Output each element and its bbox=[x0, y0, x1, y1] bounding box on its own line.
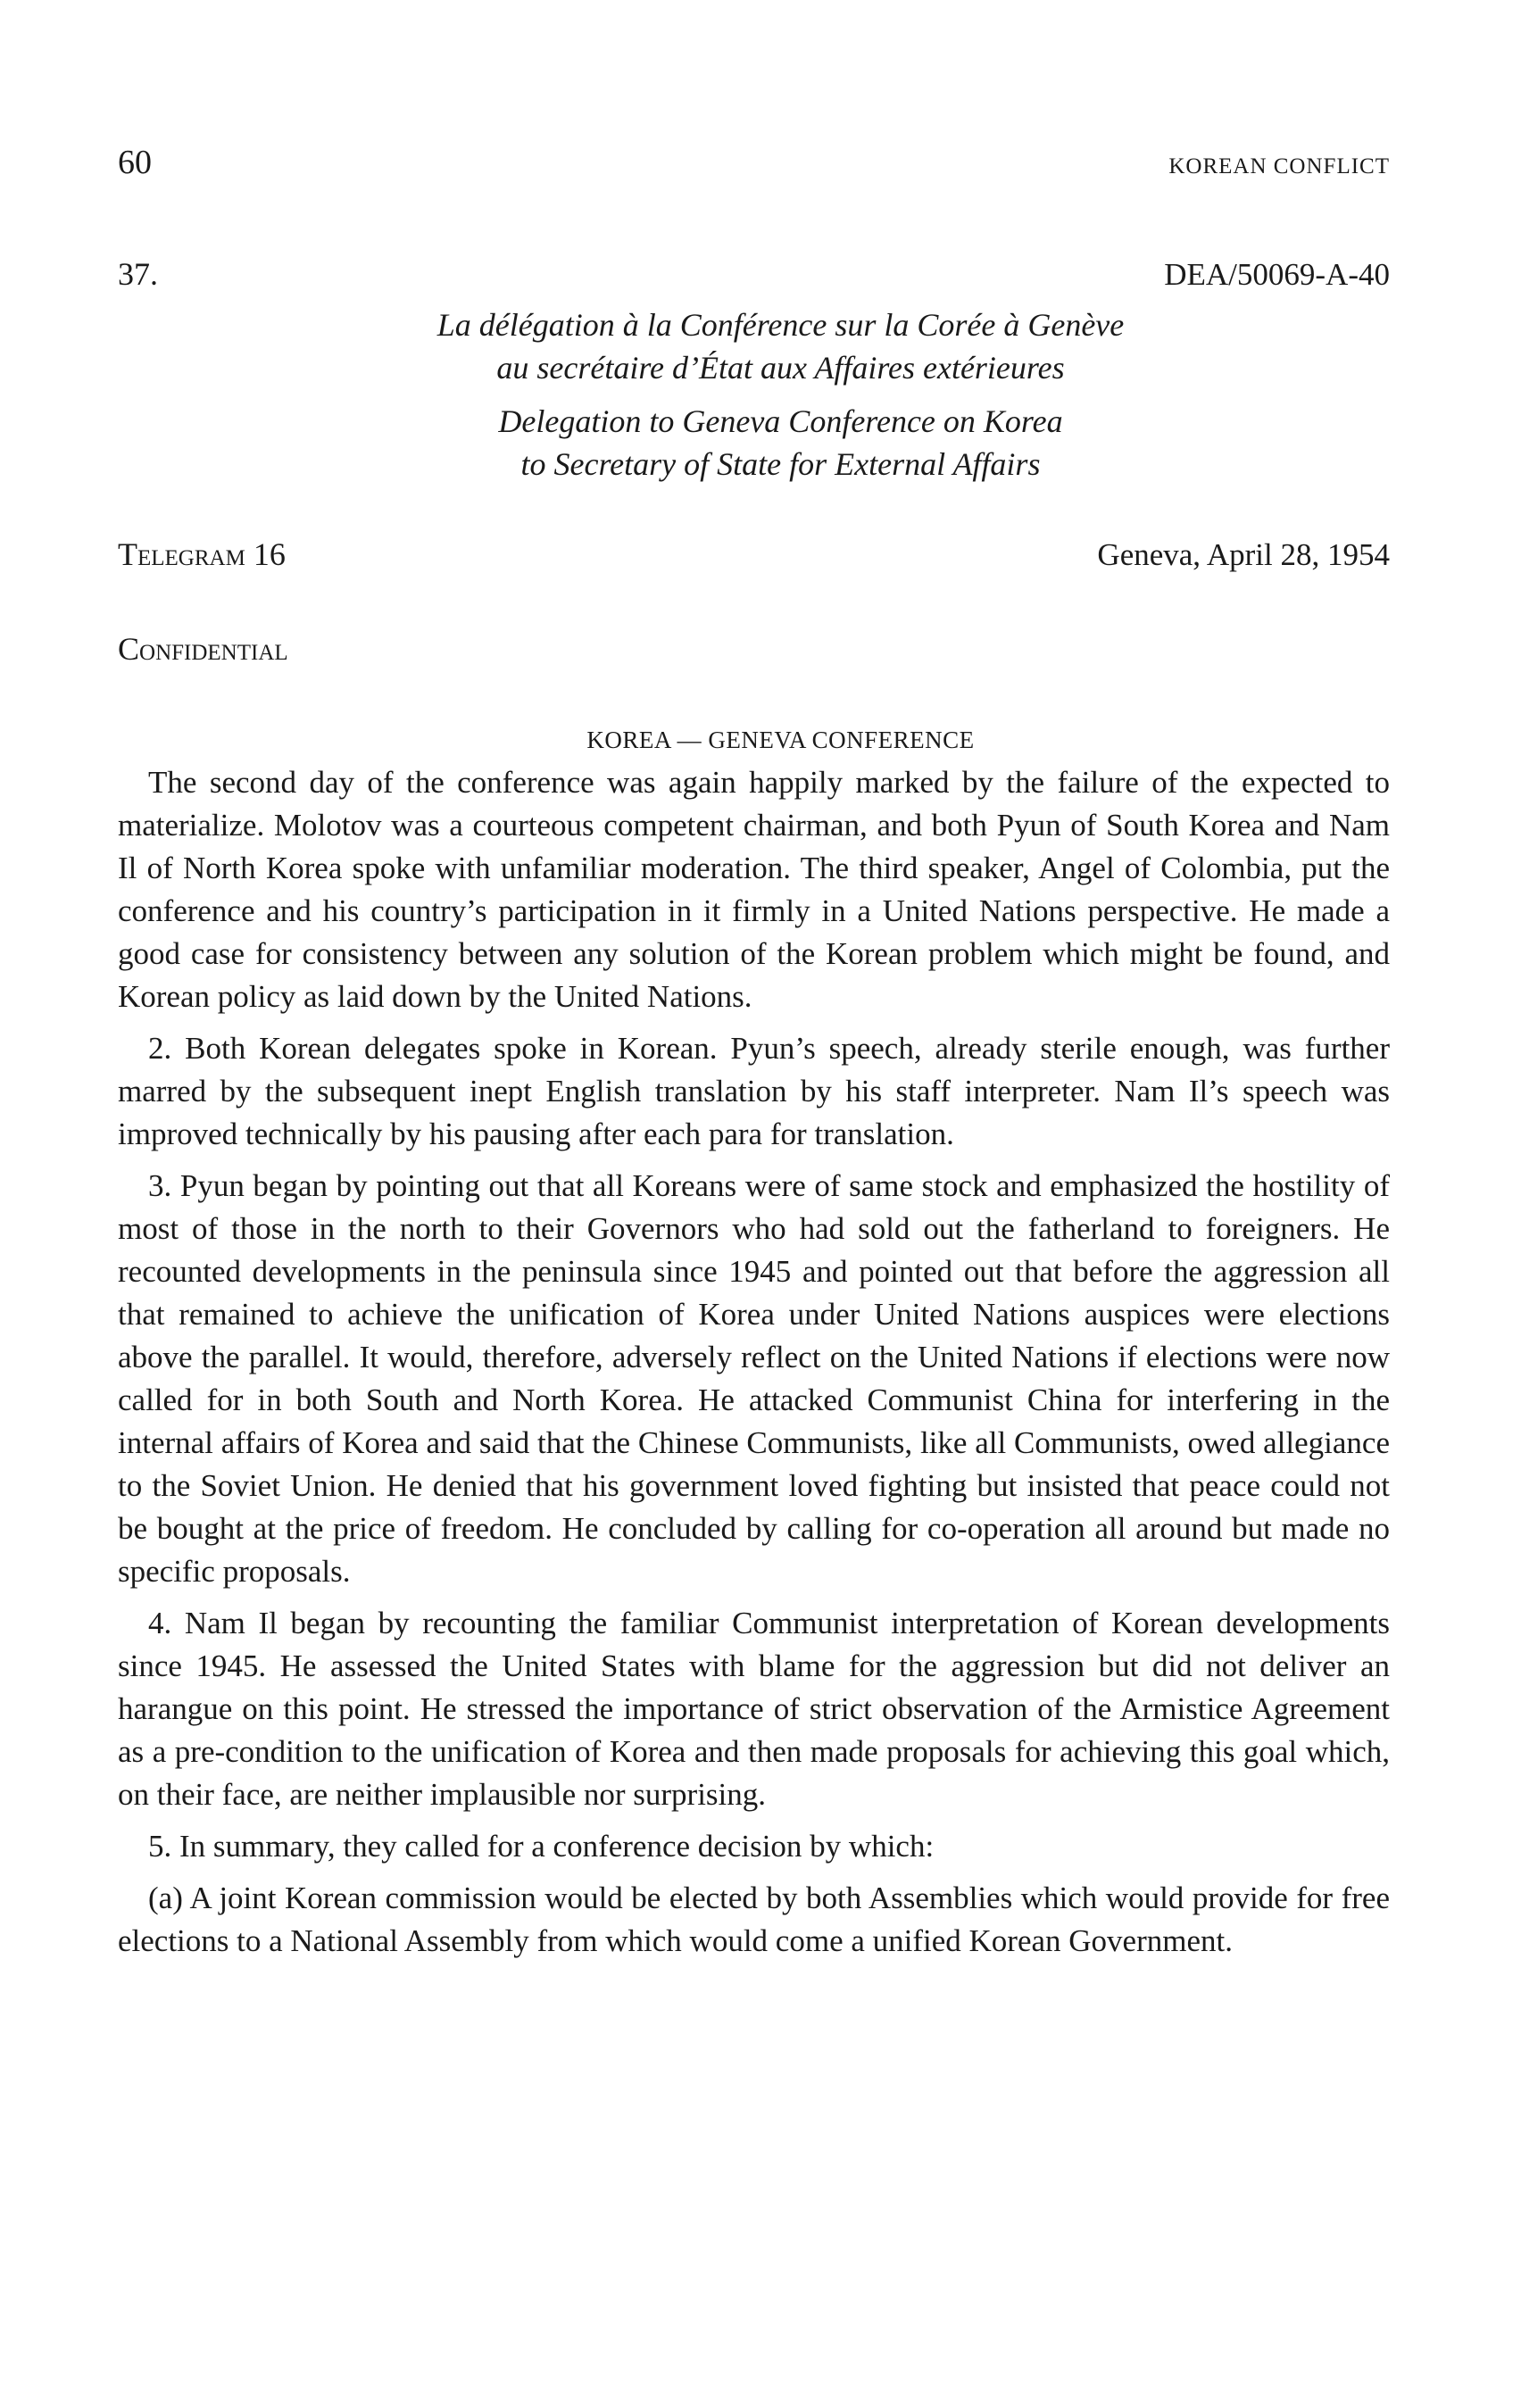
telegram-line bbox=[118, 536, 1390, 573]
subject-heading: KOREA — GENEVA CONFERENCE bbox=[586, 727, 975, 753]
paragraph-1: The second day of the conference was again happily marked by the failure of the expected to materialize. Molotov was a courteous competent chairman, and both Pyun of South Korea and Nam Il of North Korea spoke with unfamiliar moderation. The third speaker, Angel of Colombia, put the conference and his country’s participation in it firmly in a United Nations perspective. He made a good case for consistency between any solution of the Korean problem which might be found, and Korean policy as laid down by the United Nations. bbox=[118, 765, 1390, 1014]
heading-french-line-2: au secrétaire d’État aux Affaires extérieures bbox=[496, 350, 1065, 386]
paragraph-2: 2. Both Korean delegates spoke in Korean. Pyun’s speech, already sterile enough, was further marred by the subsequent inept English translation by his staff interpreter. Nam Il’s speech was improved technically by his pausing after each para for translation. bbox=[118, 1031, 1390, 1151]
document-number: 37. bbox=[118, 256, 158, 292]
classification: Confidential bbox=[118, 631, 288, 667]
document-heading bbox=[118, 303, 1390, 486]
running-title: KOREAN CONFLICT bbox=[1168, 154, 1390, 179]
heading-english-line-2: to Secretary of State for External Affairs bbox=[520, 446, 1041, 482]
place-date: Geneva, April 28, 1954 bbox=[1097, 537, 1390, 572]
heading-french-line-1: La délégation à la Conférence sur la Corée à Genève bbox=[436, 307, 1125, 343]
heading-english bbox=[171, 400, 1390, 486]
running-head bbox=[118, 143, 1390, 196]
telegram-number: Telegram 16 bbox=[118, 536, 286, 572]
paragraph-5: 5. In summary, they called for a conference decision by which: bbox=[148, 1829, 935, 1864]
page-number: 60 bbox=[118, 144, 152, 181]
paragraph-3: 3. Pyun began by pointing out that all Koreans were of same stock and emphasized the hostility of most of those in the north to their Governors who had sold out the fatherland to foreigners. He recounted developments in the peninsula since 1945 and pointed out that before the aggression all that remained to achieve the unification of Korea under United Nations auspices were elections above the parallel. It would, therefore, adversely reflect on the United Nations if elections were now called for in both South and North Korea. He attacked Communist China for interfering in the internal affairs of Korea and said that the Chinese Communists, like all Communists, owed allegiance to the Soviet Union. He denied that his government loved fighting but insisted that peace could not be bought at the price of freedom. He concluded by calling for co-operation all around but made no specific proposals. bbox=[118, 1168, 1390, 1589]
heading-french bbox=[171, 303, 1390, 389]
document-number-line bbox=[118, 255, 1390, 293]
heading-english-line-1: Delegation to Geneva Conference on Korea bbox=[498, 403, 1063, 439]
document-page bbox=[118, 143, 1390, 1972]
body-text bbox=[118, 761, 1390, 1963]
paragraph-5a: (a) A joint Korean commission would be elected by both Assemblies which would provide for free elections to a National Assembly from which would come a unified Korean Government. bbox=[118, 1881, 1390, 1958]
paragraph-4: 4. Nam Il began by recounting the familiar Communist interpretation of Korean developments since 1945. He assessed the United States with blame for the aggression but did not deliver an harangue on this point. He stressed the importance of strict observation of the Armistice Agreement as a pre-condition to the unification of Korea and then made proposals for achieving this goal which, on their face, are neither implausible nor surprising. bbox=[118, 1606, 1390, 1812]
file-reference: DEA/50069-A-40 bbox=[1164, 257, 1390, 292]
